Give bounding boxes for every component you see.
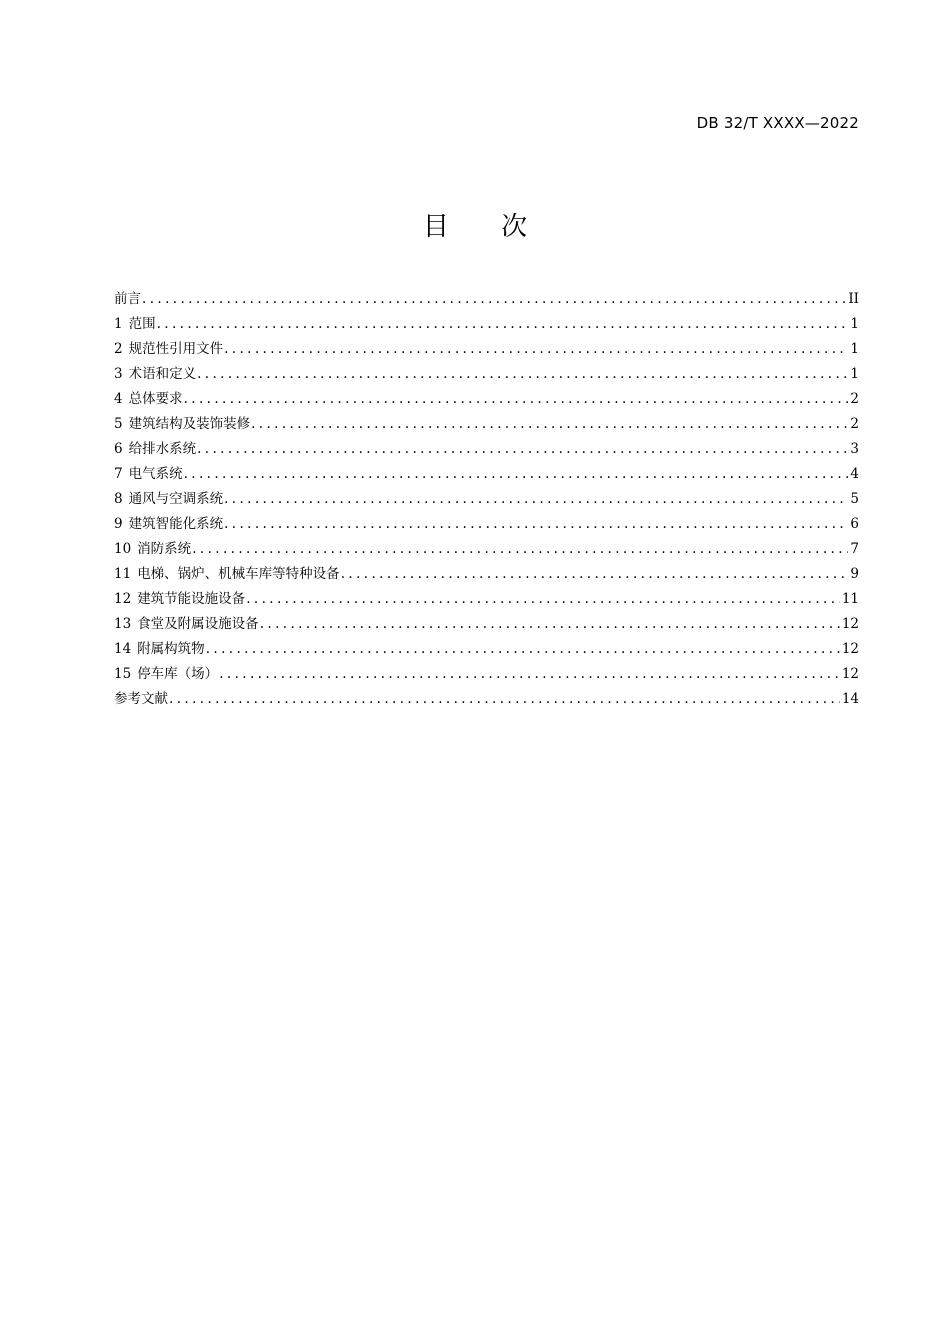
toc-entry[interactable]: [114, 612, 859, 637]
toc-entry-label: [114, 487, 223, 512]
toc-entry-page: 6: [850, 516, 859, 532]
toc-entry[interactable]: [114, 312, 859, 337]
toc-entry-text: 建筑智能化系统: [128, 516, 224, 532]
toc-leader-dots: [157, 312, 849, 337]
toc-entry-label: [114, 387, 183, 412]
toc-leader-dots: [197, 437, 848, 462]
toc-entry[interactable]: [114, 437, 859, 462]
toc-entry-number: 1: [114, 316, 123, 332]
toc-entry-number: 7: [114, 466, 123, 482]
toc-leader-dots: [184, 462, 849, 487]
toc-entry[interactable]: [114, 387, 859, 412]
toc-entry-label: [114, 687, 168, 712]
toc-entry-text: 电梯、锅炉、机械车库等特种设备: [137, 566, 340, 582]
toc-entry-label: [114, 612, 259, 637]
toc-entry-number: 14: [114, 641, 132, 657]
toc-entry-page: 1: [850, 366, 859, 382]
toc-entry-text: 建筑结构及装饰装修: [128, 416, 251, 432]
toc-entry-number: 3: [114, 366, 123, 382]
toc-entry-text: 消防系统: [137, 541, 192, 557]
toc-leader-dots: [224, 512, 848, 537]
toc-entry-label: [114, 462, 183, 487]
toc-entry[interactable]: [114, 562, 859, 587]
toc-entry-page: 1: [850, 316, 859, 332]
toc-leader-dots: [224, 337, 848, 362]
toc-entry-page: 12: [841, 666, 859, 682]
toc-entry-page: 12: [841, 641, 859, 657]
toc-entry[interactable]: [114, 587, 859, 612]
toc-title: 目 次: [422, 212, 550, 242]
toc-entry-number: 12: [114, 591, 132, 607]
toc-entry[interactable]: [114, 487, 859, 512]
toc-leader-dots: [260, 612, 840, 637]
toc-entry-text: 附属构筑物: [137, 641, 205, 657]
toc-entry[interactable]: [114, 337, 859, 362]
toc-entry-page: II: [848, 291, 859, 307]
toc-leader-dots: [224, 487, 848, 512]
toc-entry-number: 4: [114, 391, 123, 407]
toc-entry[interactable]: [114, 412, 859, 437]
toc-entry-page: 12: [841, 616, 859, 632]
toc-entry-text: 参考文献: [114, 691, 168, 707]
toc-entry-number: 11: [114, 566, 132, 582]
toc-entry-label: [114, 587, 245, 612]
toc-entry-number: 2: [114, 341, 123, 357]
toc-entry-page: 14: [841, 691, 859, 707]
toc-entry[interactable]: [114, 362, 859, 387]
toc-entry-text: 前言: [114, 291, 141, 307]
toc-entry-number: 13: [114, 616, 132, 632]
toc-entry-text: 食堂及附属设施设备: [137, 616, 259, 632]
document-code: DB 32/T XXXX—2022: [696, 114, 859, 132]
toc-entry-number: 6: [114, 441, 123, 457]
toc-entry-text: 总体要求: [128, 391, 183, 407]
toc-entry-number: 5: [114, 416, 123, 432]
toc-leader-dots: [197, 362, 848, 387]
toc-entry[interactable]: [114, 462, 859, 487]
toc-entry-page: 4: [850, 466, 859, 482]
toc-entry[interactable]: [114, 537, 859, 562]
toc-leader-dots: [206, 637, 840, 662]
toc-leader-dots: [246, 587, 840, 612]
toc-entry-page: 2: [850, 391, 859, 407]
toc-entry-text: 规范性引用文件: [128, 341, 224, 357]
toc-leader-dots: [251, 412, 848, 437]
toc-entry-text: 给排水系统: [128, 441, 197, 457]
toc-entry-page: 1: [850, 341, 859, 357]
toc-entry-label: [114, 312, 156, 337]
toc-leader-dots: [184, 387, 849, 412]
toc-entry-label: [114, 662, 218, 687]
toc-entry-label: [114, 512, 223, 537]
toc-leader-dots: [142, 287, 846, 312]
toc-entry-page: 5: [850, 491, 859, 507]
toc-entry-text: 停车库（场）: [137, 666, 219, 682]
toc-entry-text: 范围: [128, 316, 156, 332]
toc-entry-text: 建筑节能设施设备: [137, 591, 246, 607]
toc-list: [114, 287, 859, 712]
toc-leader-dots: [169, 687, 840, 712]
toc-entry-page: 7: [850, 541, 859, 557]
toc-entry-number: 10: [114, 541, 132, 557]
toc-leader-dots: [341, 562, 849, 587]
toc-entry-label: [114, 412, 250, 437]
toc-entry-label: [114, 362, 196, 387]
toc-entry-text: 术语和定义: [128, 366, 197, 382]
toc-entry-page: 11: [841, 591, 859, 607]
toc-entry[interactable]: [114, 662, 859, 687]
toc-entry-label: [114, 337, 223, 362]
toc-leader-dots: [192, 537, 848, 562]
toc-entry-number: 9: [114, 516, 123, 532]
toc-entry-label: [114, 437, 196, 462]
toc-leader-dots: [219, 662, 840, 687]
toc-entry-label: [114, 637, 205, 662]
toc-entry-text: 通风与空调系统: [128, 491, 224, 507]
toc-entry[interactable]: [114, 637, 859, 662]
toc-entry-number: 15: [114, 666, 132, 682]
toc-entry-page: 3: [850, 441, 859, 457]
toc-entry-label: [114, 287, 141, 312]
toc-entry[interactable]: [114, 287, 859, 312]
toc-entry-text: 电气系统: [128, 466, 183, 482]
toc-entry-page: 2: [850, 416, 859, 432]
toc-entry-number: 8: [114, 491, 123, 507]
toc-entry[interactable]: [114, 687, 859, 712]
toc-entry-label: [114, 537, 191, 562]
toc-entry-page: 9: [850, 566, 859, 582]
toc-entry[interactable]: [114, 512, 859, 537]
toc-entry-label: [114, 562, 340, 587]
